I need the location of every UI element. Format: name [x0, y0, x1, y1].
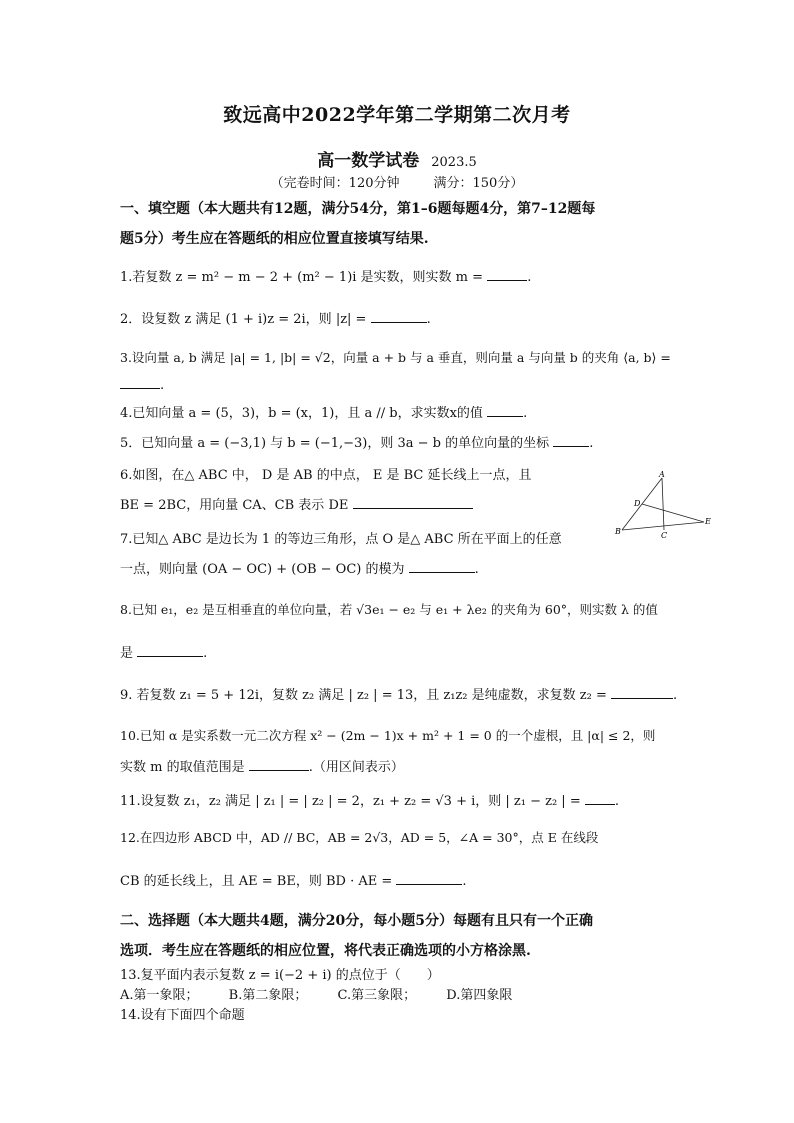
- q12-text: CB 的延长线上，且 AE = BE，则 BD · AE =: [120, 874, 393, 889]
- label-C: C: [661, 531, 668, 540]
- question-9: 9. 若复数 z₁ = 5 + 12i，复数 z₂ 满足 | z₂ | = 13，且 z₁z₂ 是纯虚数，求复数 z₂ = .: [120, 688, 678, 703]
- q13-option-a: A.第一象限；: [120, 988, 199, 1003]
- q13-option-b: B.第二象限；: [228, 988, 308, 1003]
- q1-answer-blank: [487, 268, 527, 281]
- label-B: B: [615, 527, 621, 536]
- q11-text: 11.设复数 z₁，z₂ 满足 | z₁ | = | z₂ | = 2，z₁ + z₂ = √3 + i，则 | z₁ − z₂ | =: [120, 794, 581, 809]
- q10-suffix: .（用区间表示）: [308, 760, 404, 775]
- q3-text: 3.设向量 a, b 满足 |a| = 1, |b| = √2，向量 a + b 与 a 垂直，则向量 a 与向量 b 的夹角 ⟨a, b⟩ =: [120, 350, 671, 365]
- triangle-figure: [612, 470, 712, 540]
- question-7-line2: 一点，则向量 (OA − OC) + (OB − OC) 的模为 .: [120, 562, 479, 577]
- exam-date: 2023.5: [431, 155, 477, 170]
- question-6-line2: [120, 494, 600, 513]
- question-10-line1: 10.已知 α 是实系数一元二次方程 x² − (2m − 1)x + m² + 1 = 0 的一个虚根，且 |α| ≤ 2，则: [120, 728, 656, 743]
- exam-title: 致远高中2022学年第二学期第二次月考: [223, 104, 571, 126]
- q6-text: BE = 2BC，用向量 CA、CB 表示 DE: [120, 498, 349, 513]
- q12-answer-blank: [396, 872, 462, 885]
- label-A: A: [659, 470, 665, 479]
- q13-option-d: D.第四象限: [446, 988, 513, 1003]
- q8-answer-blank: [137, 644, 203, 657]
- q1-text: 1.若复数 z = m² − m − 2 + (m² − 1)i 是实数，则实数 m =: [120, 270, 484, 285]
- q6-answer-blank: [353, 496, 473, 509]
- question-5: 5．已知向量 a = (−3,1) 与 b = (−1,−3)，则 3a − b 的单位向量的坐标 .: [120, 436, 594, 451]
- exam-subtitle: [0, 146, 794, 171]
- question-8-line2: 是 .: [120, 646, 208, 661]
- time-info: （完卷时间：120分钟: [270, 176, 400, 191]
- question-6-line1: 6.如图，在△ ABC 中， D 是 AB 的中点， E 是 BC 延长线上一点，且: [120, 468, 532, 483]
- q10-text: 实数 m 的取值范围是: [120, 760, 245, 775]
- q2-answer-blank: [371, 310, 427, 323]
- label-D: D: [634, 499, 641, 508]
- q4-answer-blank: [487, 404, 523, 417]
- q3-answer-blank: [120, 376, 160, 389]
- question-11: 11.设复数 z₁，z₂ 满足 | z₁ | = | z₂ | = 2，z₁ + z₂ = √3 + i，则 | z₁ − z₂ | = .: [120, 794, 619, 809]
- q5-text: 5．已知向量 a = (−3,1) 与 b = (−1,−3)，则 3a − b 的单位向量的坐标: [120, 436, 550, 451]
- q8-text: 是: [120, 646, 134, 661]
- question-12-line2: CB 的延长线上，且 AE = BE，则 BD · AE = .: [120, 874, 467, 889]
- segment-AC: [662, 478, 664, 530]
- segment-BE: [622, 522, 704, 530]
- q4-text: 4.已知向量 a = (5，3)，b = (x，1)，且 a // b，求实数x的值: [120, 406, 483, 421]
- q2-text: 2．设复数 z 满足 (1 + i)z = 2i，则 |z| =: [120, 312, 367, 327]
- q9-text: 9. 若复数 z₁ = 5 + 12i，复数 z₂ 满足 | z₂ | = 13，且 z₁z₂ 是纯虚数，求复数 z₂ =: [120, 688, 607, 703]
- section2-line1: 二、选择题（本大题共4题，满分20分，每小题5分）每题有且只有一个正确: [120, 913, 593, 929]
- question-8-line1: 8.已知 e₁，e₂ 是互相垂直的单位向量，若 √3e₁ − e₂ 与 e₁ + λe₂ 的夹角为 60°，则实数 λ 的值: [120, 602, 658, 617]
- subtitle-text: 高一数学试卷: [317, 151, 420, 171]
- question-4: 4.已知向量 a = (5，3)，b = (x，1)，且 a // b，求实数x的值 .: [120, 406, 528, 421]
- question-2: 2．设复数 z 满足 (1 + i)z = 2i，则 |z| = .: [120, 312, 431, 327]
- q9-answer-blank: [611, 686, 673, 699]
- q7-answer-blank: [409, 560, 475, 573]
- question-14: 14.设有下面四个命题: [120, 1008, 245, 1023]
- q7-text: 一点，则向量 (OA − OC) + (OB − OC) 的模为: [120, 562, 405, 577]
- q5-answer-blank: [553, 434, 589, 447]
- question-7-line1: 7.已知△ ABC 是边长为 1 的等边三角形，点 O 是△ ABC 所在平面上的任意: [120, 532, 562, 547]
- q11-answer-blank: [585, 792, 615, 805]
- question-3-blank-line: .: [120, 376, 680, 393]
- section2-line2: 选项．考生应在答题纸的相应位置，将代表正确选项的小方格涂黑.: [120, 943, 531, 959]
- exam-info: [0, 172, 794, 191]
- q10-answer-blank: [249, 758, 309, 771]
- question-13: 13.复平面内表示复数 z = i(−2 + i) 的点位于（ ）: [120, 968, 440, 983]
- question-1: 1.若复数 z = m² − m − 2 + (m² − 1)i 是实数，则实数 m = .: [120, 270, 532, 285]
- segment-DE: [642, 504, 704, 522]
- q13-options: [120, 984, 538, 1003]
- section1-line2: 题5分）考生应在答题纸的相应位置直接填写结果.: [120, 231, 429, 247]
- section1-line1: 一、填空题（本大题共有12题，满分54分，第1–6题每题4分，第7–12题每: [120, 201, 596, 217]
- question-3: [120, 348, 680, 366]
- score-info: 满分：150分）: [433, 176, 524, 191]
- q13-option-c: C.第三象限；: [337, 988, 417, 1003]
- label-E: E: [705, 517, 711, 526]
- question-12-line1: 12.在四边形 ABCD 中，AD // BC，AB = 2√3，AD = 5，∠A = 30°，点 E 在线段: [120, 830, 599, 845]
- question-10-line2: [120, 756, 680, 775]
